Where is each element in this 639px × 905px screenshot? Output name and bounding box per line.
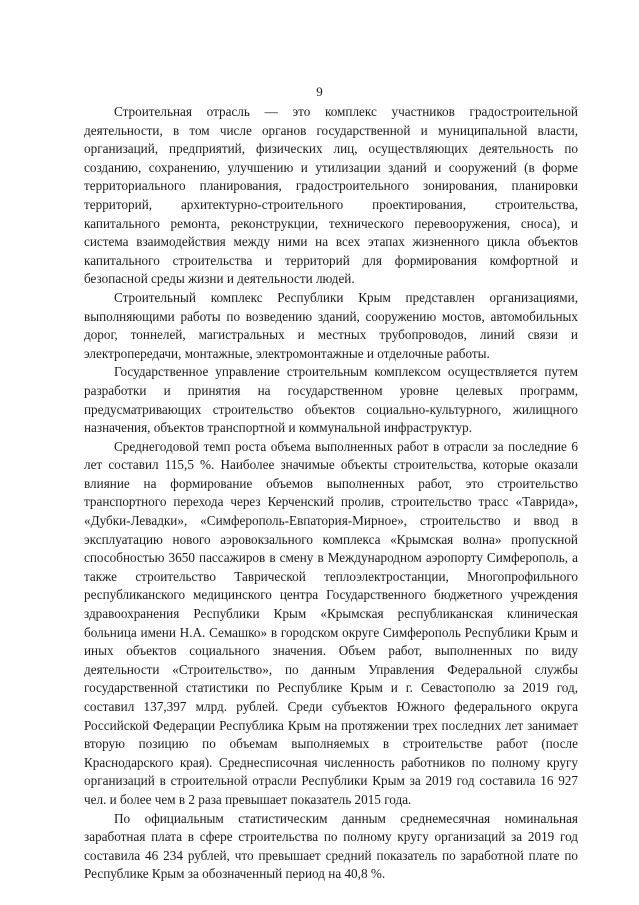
paragraph-average-salary: По официальным статистическим данным среднемесячная номинальная заработная плата в сфере строительства по полному кругу организаций за 2019 год составила 46 234 рублей, что превышает средний показатель по заработной плате по Республике Крым за обозначенный период на 40,8 %.: [84, 810, 578, 882]
paragraph-state-management: Государственное управление строительным комплексом осуществляется путем разработки и принятия на государственном уровне целевых программ, предусматривающих строительство объектов социально-культурного, жилищного назначения, объектов транспортной и коммунальной инфраструктур.: [84, 364, 578, 436]
paragraph-construction-industry-definition: Строительная отрасль — это комплекс участников градостроительной деятельности, в том числе органов государственной и муниципальной власти, организаций, предприятий, физических лиц, осуществляющих деятельность по созданию, сохранению, улучшению и утилизации зданий и сооружений (в форме территориального планирования, градостроительного зонирования, планировки территорий, архитектурно-строительного проектирования, строительства, капитального ремонта, реконструкции, технического перевооружения, сноса), и система взаимодействия между ними на всех этапах жизненного цикла объектов капитального строительства и территорий для формирования комфортной и безопасной среды жизни и деятельности людей.: [84, 104, 578, 287]
document-body: [84, 103, 578, 884]
paragraph-growth-rate-and-objects: Среднегодовой темп роста объема выполненных работ в отрасли за последние 6 лет составил 115,5 %. Наиболее значимые объекты строительства, которые оказали влияние на формирование объемов выполненных работ, это строительство транспортного перехода через Керченский пролив, строительство трасс «Таврида», «Дубки-Левадки», «Симферополь-Евпатория-Мирное», строительство и ввод в эксплуатацию нового аэровокзального комплекса «Крымская волна» пропускной способностью 3650 пассажиров в смену в Международном аэропорту Симферополь, а также строительство Таврической теплоэлектростанции, Многопрофильного республиканского медицинского центра Государственного бюджетного учреждения здравоохранения Республики Крым «Крымская республиканская клиническая больница имени Н.А. Семашко» в городском округе Симферополь Республики Крым и иных объектов социального значения. Объем работ, выполненных по виду деятельности «Строительство», по данным Управления Федеральной службы государственной статистики по Республике Крым и г. Севастополю за 2019 год, составил 137,397 млрд. рублей. Среди субъектов Южного федерального округа Российской Федерации Республика Крым на протяжении трех последних лет занимает вторую позицию по объемам выполняемых в строительстве работ (после Краснодарского края). Среднесписочная численность работников по полному кругу организаций в строительной отрасли Республики Крым за 2019 год составила 16 927 чел. и более чем в 2 раза превышает показатель 2015 года.: [84, 438, 578, 807]
page-number: 9: [316, 84, 323, 99]
paragraph-construction-complex-crimea: Строительный комплекс Республики Крым представлен организациями, выполняющими работы по возведению зданий, сооружению мостов, автомобильных дорог, тоннелей, магистральных и местных трубопроводов, линий связи и электропередачи, монтажные, электромонтажные и отделочные работы.: [84, 289, 578, 361]
